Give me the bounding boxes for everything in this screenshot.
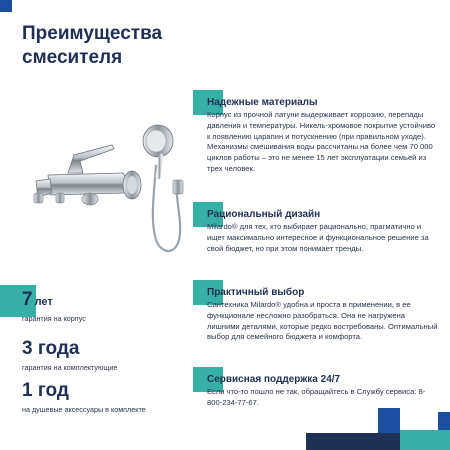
feature-text: Сантехника Milardo® удобна и проста в применении, в ее функционале несложно разобраться. Она не нагружена лишними деталями, которые редко востребованы. Оптимальный выбор для семейного бюджета и комфорта. (207, 300, 438, 342)
corner-decoration (0, 0, 12, 12)
stat-label: гарантия на комплектующие (22, 363, 118, 372)
page-title (22, 22, 162, 70)
faucet-illustration (28, 115, 198, 265)
stat-number: 1 год (22, 380, 69, 401)
title-line-1: Преимущества (22, 23, 163, 44)
decor-block-blue-small (438, 412, 450, 430)
feature-title: Рациональный дизайн (207, 209, 321, 220)
stat-body-warranty (22, 289, 86, 323)
stat-number: 3 года (22, 338, 80, 359)
stat-label: гарантия на корпус (22, 314, 86, 323)
stat-parts-warranty (22, 338, 117, 372)
feature-design (193, 202, 438, 254)
feature-text: Если что-то пошло не так, обращайтесь в Службу сервиса: 8-800-234-77-67. (207, 387, 426, 407)
decor-block-teal (400, 430, 450, 450)
feature-materials (193, 90, 438, 175)
feature-text: Milardo® для тех, кто выбирает рационально, прагматично и ищет максимально интересное и функциональное решение за свой бюджет, но при этом понимает тренды. (207, 222, 429, 253)
stat-label: на душевые аксессуары в комплекте (22, 405, 146, 414)
stat-number: 7 (22, 289, 33, 310)
title-line-2: смесителя (22, 47, 123, 68)
stat-value (22, 289, 86, 311)
stat-accessories-warranty (22, 380, 146, 414)
decor-block-navy (306, 433, 406, 450)
feature-title: Надежные материалы (207, 97, 318, 108)
feature-title: Сервисная поддержка 24/7 (207, 374, 341, 385)
feature-practical (193, 280, 438, 343)
feature-title: Практичный выбор (207, 287, 305, 298)
stat-suffix: лет (34, 296, 53, 308)
feature-text: Корпус из прочной латуни выдерживает коррозию, перепады давления и температуры. Никель-хромовое покрытие устойчиво к появлению царапин и потускнению (при правильном уходе). Механизмы смешивания воды рассчитаны на более чем 70 000 циклов работы – это не менее 15 лет эксплуатации семьей из трех человек. (207, 110, 436, 173)
stat-value (22, 338, 117, 360)
feature-service (193, 367, 438, 409)
stat-value (22, 380, 146, 402)
